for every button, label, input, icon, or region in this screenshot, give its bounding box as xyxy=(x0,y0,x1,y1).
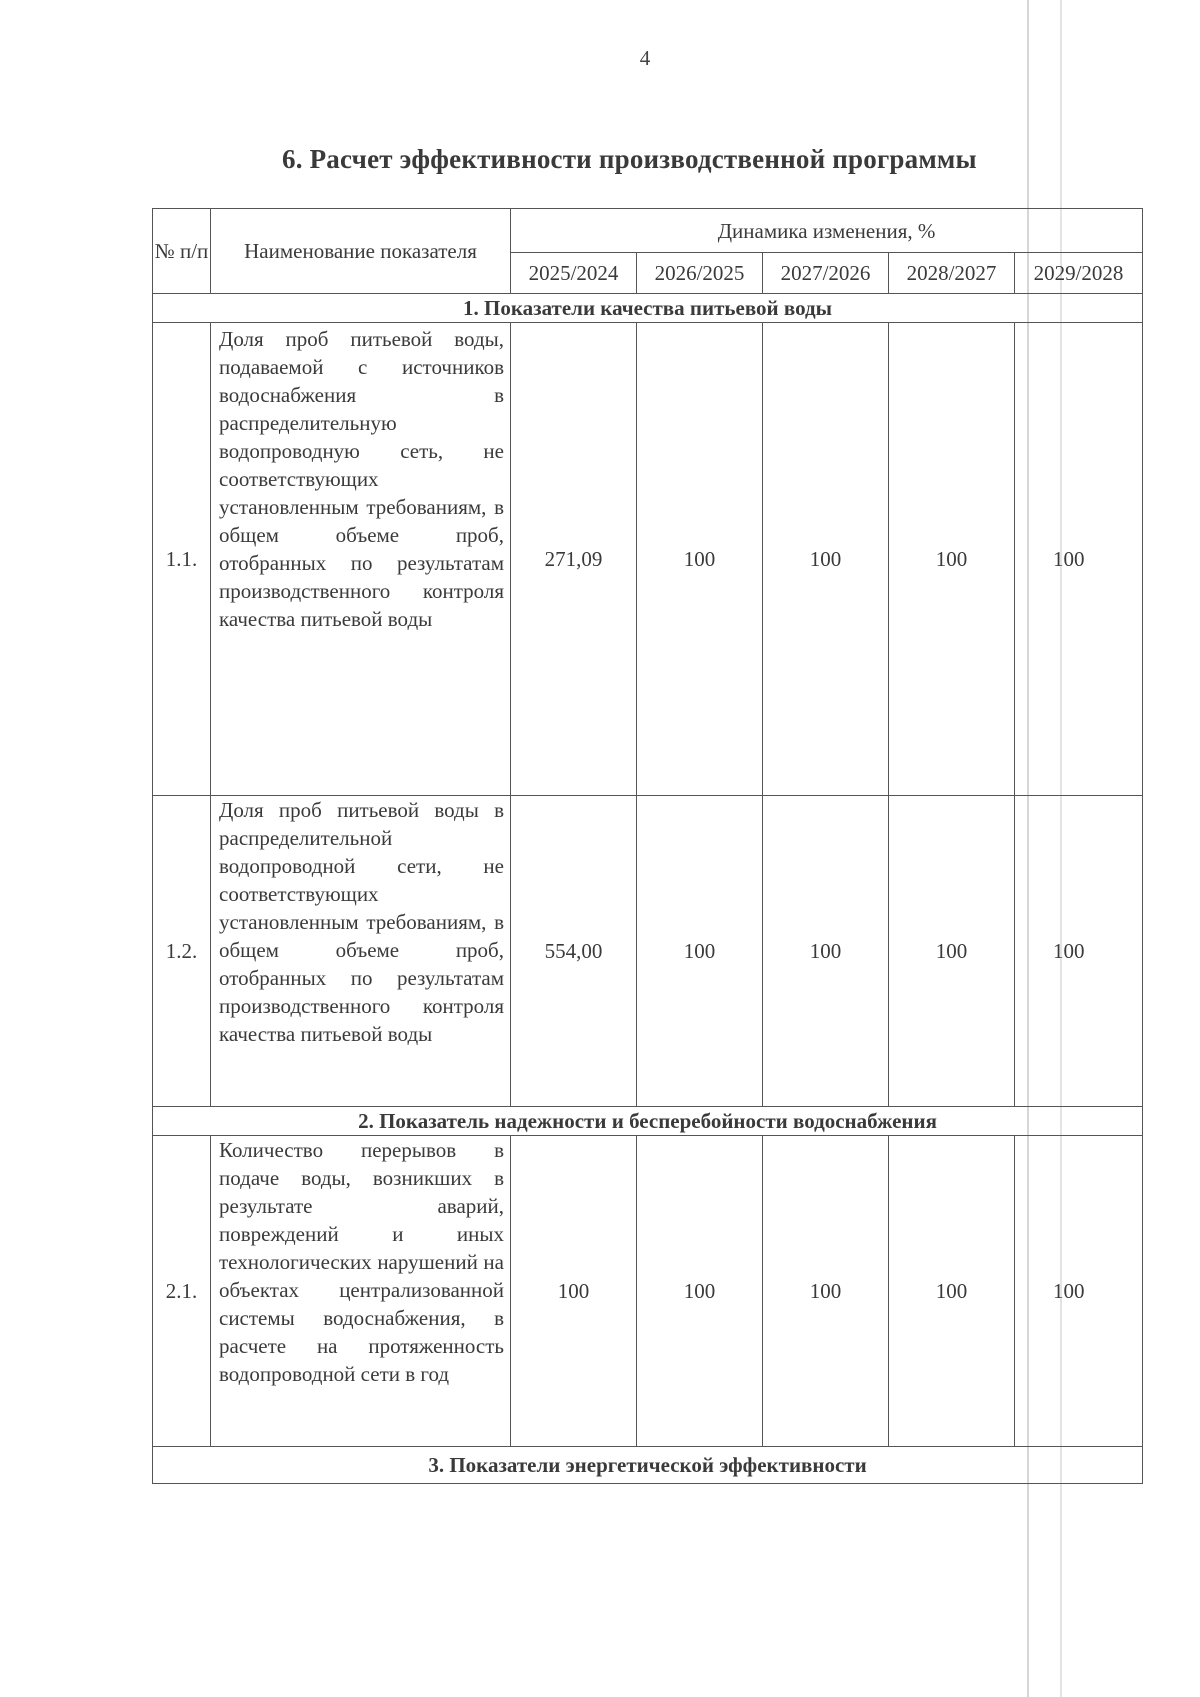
table-header-row xyxy=(153,209,1143,253)
row-number: 1.2. xyxy=(153,796,211,1107)
section-row xyxy=(153,1447,1143,1484)
row-value: 100 xyxy=(763,796,889,1107)
row-value: 100 xyxy=(889,1136,1015,1447)
row-value: 100 xyxy=(763,1136,889,1447)
section-title: 3. Показатели энергетической эффективности xyxy=(153,1447,1143,1484)
row-value: 100 xyxy=(637,323,763,796)
row-number: 2.1. xyxy=(153,1136,211,1447)
table-row xyxy=(153,796,1143,1107)
header-year: 2026/2025 xyxy=(637,253,763,294)
row-value: 554,00 xyxy=(511,796,637,1107)
row-value: 100 xyxy=(637,796,763,1107)
header-dynamics: Динамика изменения, % xyxy=(511,209,1143,253)
section-row xyxy=(153,1107,1143,1136)
section-title: 2. Показатель надежности и бесперебойности водоснабжения xyxy=(153,1107,1143,1136)
row-indicator-name: Доля проб питьевой воды, подаваемой с источников водоснабжения в распределительную водопроводную сеть, не соответствующих установленным требованиям, в общем объеме проб, отобранных по результатам производственного контроля качества питьевой воды xyxy=(211,323,511,796)
row-value: 100 xyxy=(763,323,889,796)
header-indicator-name: Наименование показателя xyxy=(211,209,511,294)
row-value: 100 xyxy=(1015,796,1143,1107)
efficiency-table xyxy=(152,208,1143,1484)
section-title: 1. Показатели качества питьевой воды xyxy=(153,294,1143,323)
table-row xyxy=(153,323,1143,796)
page-number: 4 xyxy=(639,46,651,70)
page-title: 6. Расчет эффективности производственной программы xyxy=(282,144,977,174)
row-value: 100 xyxy=(889,323,1015,796)
header-year: 2028/2027 xyxy=(889,253,1015,294)
row-value: 100 xyxy=(637,1136,763,1447)
header-number: № п/п xyxy=(153,209,211,294)
row-indicator-name: Доля проб питьевой воды в распределительной водопроводной сети, не соответствующих установленным требованиям, в общем объеме проб, отобранных по результатам производственного контроля качества питьевой воды xyxy=(211,796,511,1107)
header-year: 2029/2028 xyxy=(1015,253,1143,294)
row-number: 1.1. xyxy=(153,323,211,796)
row-value: 100 xyxy=(511,1136,637,1447)
section-row xyxy=(153,294,1143,323)
row-value: 100 xyxy=(1015,1136,1143,1447)
header-year: 2025/2024 xyxy=(511,253,637,294)
table-row xyxy=(153,1136,1143,1447)
row-value: 100 xyxy=(1015,323,1143,796)
row-indicator-name: Количество перерывов в подаче воды, возникших в результате аварий, повреждений и иных технологических нарушений на объектах централизованной системы водоснабжения, в расчете на протяженность водопроводной сети в год xyxy=(211,1136,511,1447)
row-value: 100 xyxy=(889,796,1015,1107)
header-year: 2027/2026 xyxy=(763,253,889,294)
row-value: 271,09 xyxy=(511,323,637,796)
